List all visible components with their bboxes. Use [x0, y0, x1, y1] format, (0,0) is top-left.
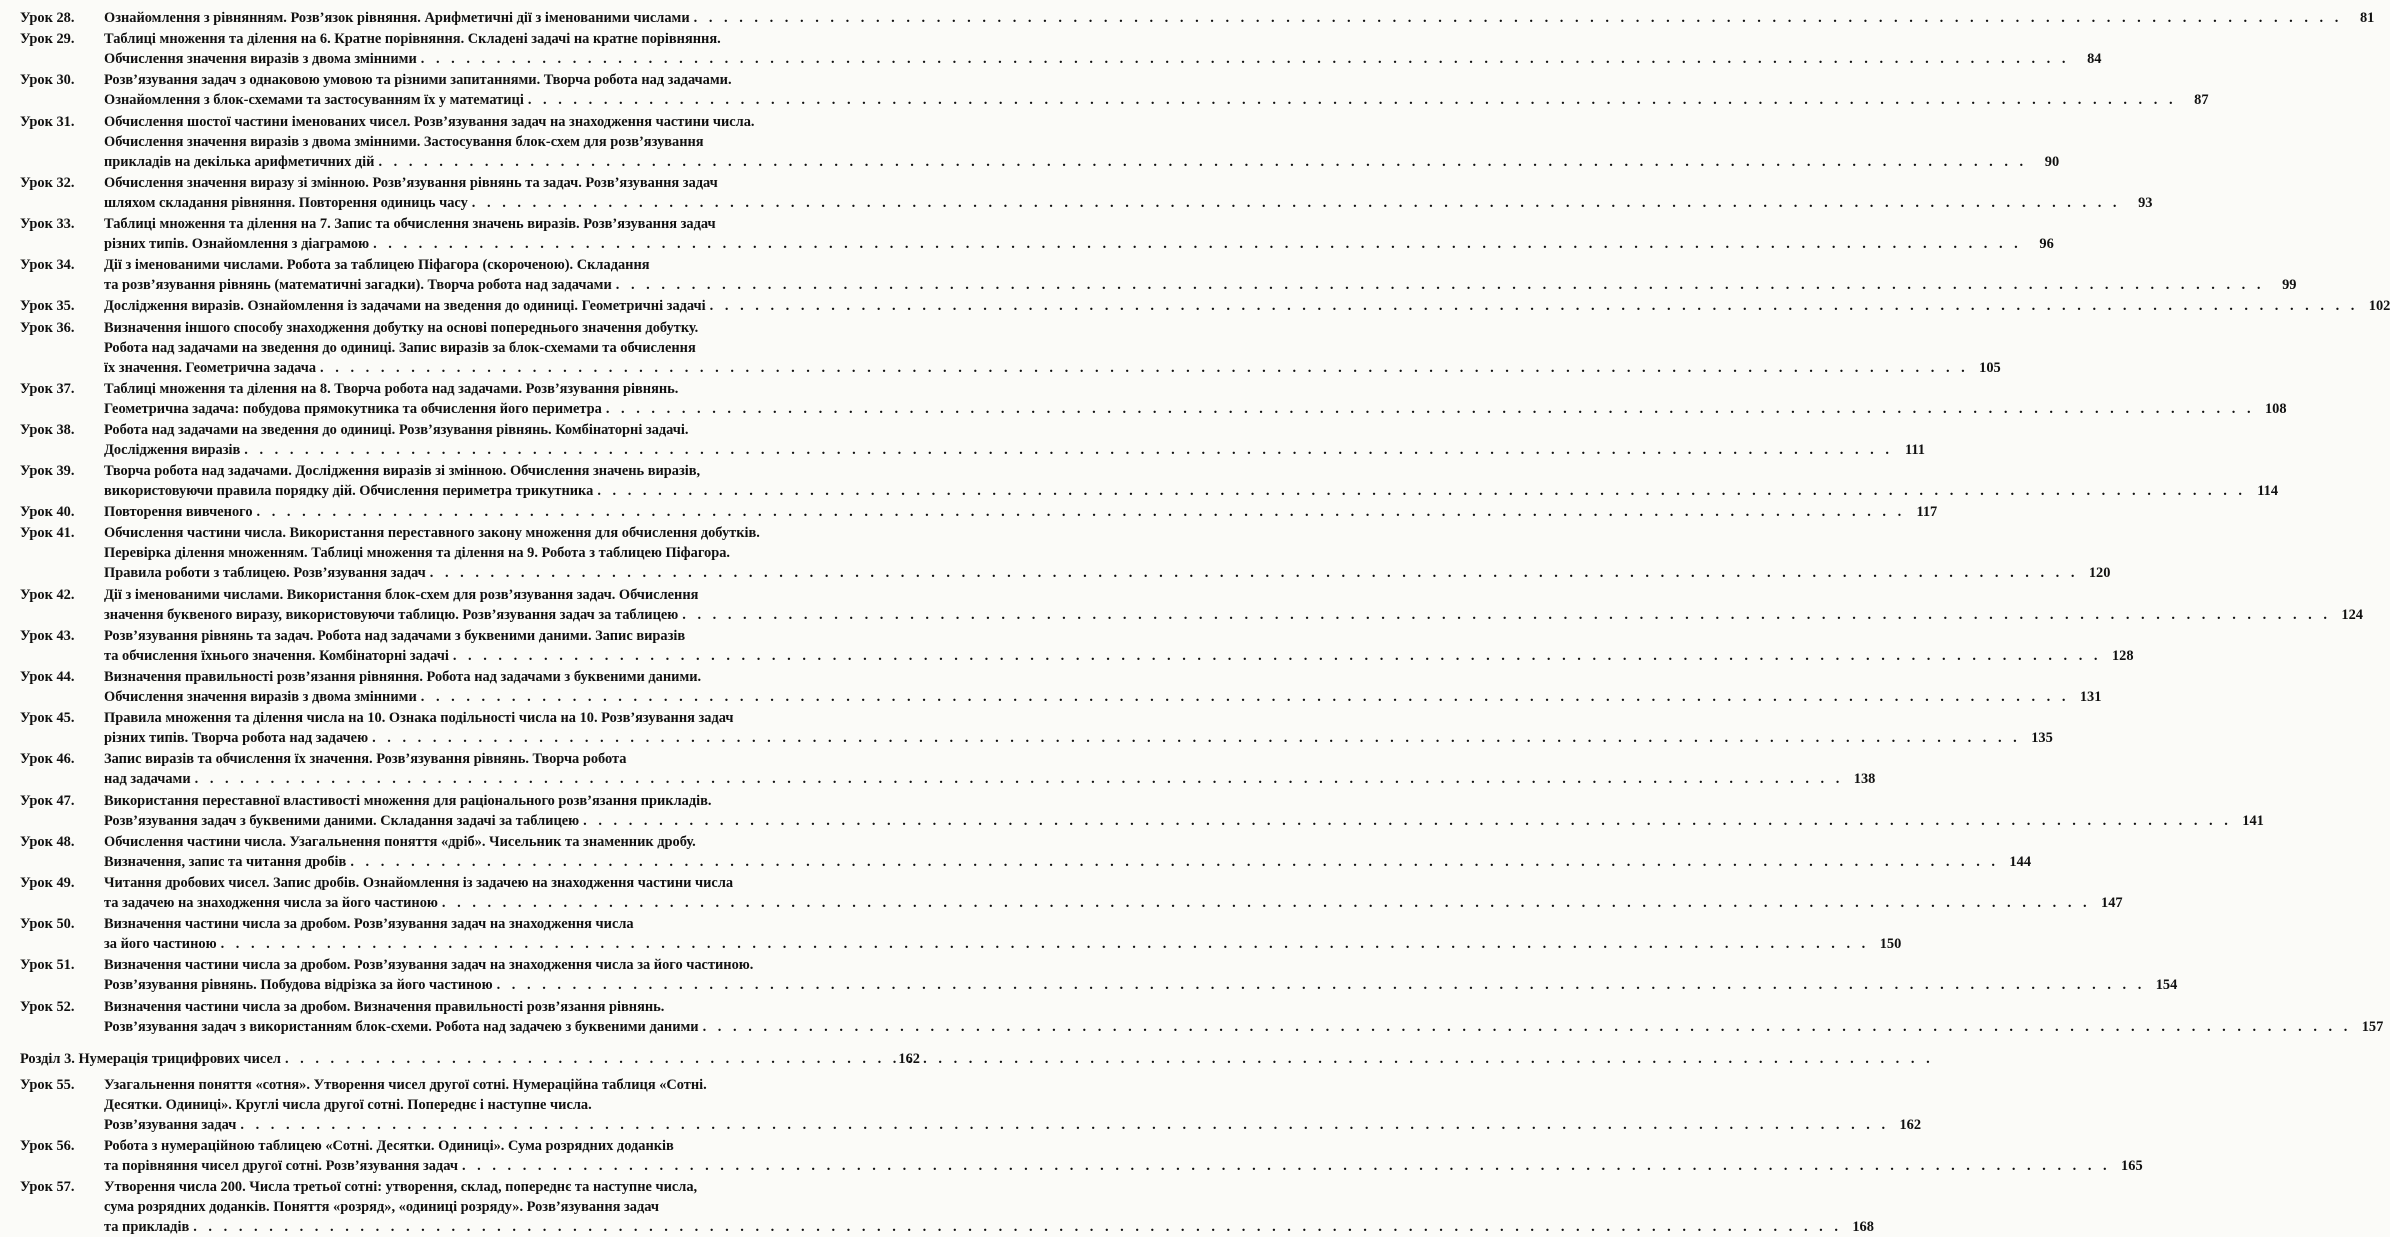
page-number: 84 [2087, 51, 2102, 68]
lesson-number: Урок 56. [20, 1137, 75, 1154]
dot-leader [257, 502, 1906, 522]
description-line: Обчислення значення виразів з двома змінними. Застосування блок-схем для розв’язування [104, 133, 704, 150]
section-line [20, 1049, 920, 1069]
toc-entry [20, 296, 2390, 316]
toc-entry [20, 585, 2363, 625]
toc-entry [20, 70, 2209, 110]
description-line: Таблиці множення та ділення на 7. Запис та обчислення значень виразів. Розв’язування задач [104, 215, 716, 232]
lesson-description [104, 667, 2101, 707]
description-line-last [104, 275, 2296, 295]
page-number: 114 [2257, 483, 2279, 500]
description-text: та обчислення їхнього значення. Комбінаторні задачі [104, 647, 449, 664]
dot-leader [497, 975, 2146, 995]
page-number: 162 [1899, 1116, 1922, 1133]
description-line: Таблиці множення та ділення на 6. Кратне порівняння. Складені задачі на кратне порівняння. [104, 31, 721, 48]
toc-entry [20, 255, 2297, 295]
description-text: за його частиною [104, 936, 217, 953]
page-number: 87 [2194, 92, 2209, 109]
toc-entry [20, 667, 2102, 707]
lesson-number: Урок 48. [20, 833, 75, 850]
toc-entry [20, 379, 2287, 419]
lesson-description [104, 379, 2287, 419]
lesson-number: Урок 43. [20, 627, 75, 644]
page-number: 135 [2031, 730, 2053, 747]
lesson-number: Урок 42. [20, 586, 75, 603]
description-line: сума розрядних доданків. Поняття «розряд», «одиниці розряду». Розв’язування задач [104, 1198, 660, 1215]
description-line: Обчислення частини числа. Узагальнення поняття «дріб». Чисельник та знаменник дробу. [104, 833, 696, 850]
toc-entry [20, 173, 2153, 213]
description-line: Правила множення та ділення числа на 10. Ознака подільності числа на 10. Розв’язування задач [104, 710, 734, 727]
description-line-last [104, 90, 2209, 110]
dot-leader [703, 1017, 2352, 1037]
description-line: Перевірка ділення множенням. Таблиці множення та ділення на 9. Робота з таблицею Піфагора. [104, 545, 730, 562]
description-line-last [104, 440, 1925, 460]
lesson-number: Урок 44. [20, 669, 75, 685]
description-line: Творча робота над задачами. Дослідження виразів зі змінною. Обчислення значень виразів, [104, 463, 701, 480]
lesson-description [104, 214, 2054, 254]
description-text: значення буквеного виразу, використовуючи таблицю. Розв’язування задач за таблицею [104, 606, 679, 623]
lesson-description [104, 1177, 1874, 1237]
description-text: їх значення. Геометрична задача [104, 359, 317, 376]
page-number: 120 [2088, 565, 2111, 582]
lesson-description [104, 296, 2390, 316]
page-number: 147 [2101, 894, 2123, 911]
lesson-description [104, 749, 1875, 789]
toc-entry [20, 1075, 1922, 1135]
dot-leader [421, 49, 2070, 69]
description-line: Дії з іменованими числами. Робота за таблицею Піфагора (скороченою). Складання [104, 257, 650, 274]
dot-leader [350, 852, 1999, 872]
toc-entry [20, 873, 2123, 913]
lesson-number: Урок 37. [20, 380, 75, 397]
toc-entry [20, 523, 2111, 583]
toc-entry [20, 1136, 2143, 1176]
dot-leader [372, 728, 2021, 748]
description-line: Обчислення частини числа. Використання переставного закону множення для обчислення добутків. [104, 525, 760, 542]
lesson-number: Урок 55. [20, 1076, 75, 1093]
page-number: 124 [2341, 606, 2363, 623]
dot-leader [442, 893, 2091, 913]
page-number: 154 [2155, 977, 2178, 994]
lesson-number: Урок 34. [20, 257, 75, 274]
dot-leader [616, 275, 2265, 295]
dot-leader [453, 646, 2102, 666]
dot-leader [694, 8, 2343, 28]
dot-leader [462, 1156, 2111, 1176]
page-number: 108 [2264, 400, 2287, 417]
dot-leader [221, 934, 1870, 954]
description-line-last [104, 687, 2101, 707]
page-number: 141 [2242, 812, 2264, 829]
lesson-number: Урок 38. [20, 421, 75, 438]
lesson-description [104, 8, 2374, 28]
lesson-description [104, 420, 1925, 460]
page-number: 128 [2111, 647, 2134, 664]
dot-leader [597, 481, 2246, 501]
page-number: 150 [1879, 936, 1902, 953]
description-text: та порівняння чисел другої сотні. Розв’язування задач [104, 1157, 458, 1174]
toc-section-heading [20, 1049, 920, 1069]
toc-entry [20, 8, 2375, 28]
description-text: Розв’язування задач з використанням блок-схеми. Робота над задачею з буквеними даними [104, 1018, 699, 1035]
description-text: Геометрична задача: побудова прямокутника та обчислення його периметра [104, 400, 602, 417]
toc-lessons-list [20, 8, 2390, 1037]
lesson-description [104, 173, 2153, 213]
description-line-last [104, 1115, 1921, 1135]
dot-leader [193, 1217, 1842, 1237]
lesson-description [104, 791, 2264, 831]
toc-entry [20, 502, 1938, 522]
description-text: Повторення вивченого [104, 504, 253, 521]
lesson-number: Урок 32. [20, 174, 75, 191]
description-line: Визначення частини числа за дробом. Розв’язування задач на знаходження числа [104, 916, 634, 933]
description-line: Визначення правильності розв’язання рівняння. Робота над задачами з буквеними даними. [104, 669, 702, 685]
lesson-number: Урок 30. [20, 72, 75, 89]
toc-entry [20, 997, 2384, 1037]
section-page: 162 [898, 1050, 920, 1067]
page-number: 81 [2359, 10, 2375, 26]
lesson-description [104, 585, 2363, 625]
lesson-number: Урок 40. [20, 504, 75, 521]
dot-leader [378, 152, 2027, 172]
dot-leader [472, 193, 2121, 213]
description-text: Розв’язування задач [104, 1116, 237, 1133]
lesson-number: Урок 46. [20, 751, 75, 768]
description-text: Дослідження виразів. Ознайомлення із задачами на зведення до одиниці. Геометричні задачі [104, 298, 706, 315]
lesson-number: Урок 35. [20, 298, 75, 315]
toc-entry [20, 420, 1925, 460]
description-line-last [104, 234, 2054, 254]
page-number: 144 [2009, 853, 2032, 870]
description-line: Визначення іншого способу знаходження добутку на основі попереднього значення добутку. [104, 319, 699, 336]
dot-leader [421, 687, 2070, 707]
description-text: та задачею на знаходження числа за його частиною [104, 894, 438, 911]
lesson-description [104, 955, 2177, 995]
description-text: використовуючи правила порядку дій. Обчислення периметра трикутника [104, 483, 594, 500]
description-line: Розв’язування задач з однаковою умовою та різними запитаннями. Творча робота над задачами. [104, 72, 732, 89]
lesson-description [104, 255, 2296, 295]
description-text: Правила роботи з таблицею. Розв’язування задач [104, 565, 426, 582]
page-number: 93 [2138, 194, 2153, 211]
description-line-last [104, 852, 2031, 872]
description-line-last [104, 605, 2363, 625]
description-line-last [104, 934, 1901, 954]
page-number: 99 [2282, 277, 2297, 294]
description-line-last [104, 49, 2101, 69]
description-text: Розв’язування рівнянь. Побудова відрізка за його частиною [104, 977, 493, 994]
toc-entry [20, 214, 2054, 254]
description-line: Обчислення значення виразу зі змінною. Розв’язування рівнянь та задач. Розв’язування задач [104, 174, 718, 191]
toc-entry [20, 29, 2102, 69]
lesson-number: Урок 28. [20, 10, 75, 26]
description-line-last [104, 646, 2134, 666]
dot-leader [240, 1115, 1889, 1135]
dot-leader [583, 811, 2232, 831]
dot-leader [285, 1049, 888, 1069]
lesson-number: Урок 50. [20, 916, 75, 933]
description-line-last [104, 769, 1875, 789]
lesson-number: Урок 41. [20, 525, 75, 542]
lesson-description [104, 873, 2123, 913]
page-number: 168 [1852, 1218, 1874, 1235]
lesson-description [104, 832, 2031, 872]
lesson-number: Урок 47. [20, 792, 75, 809]
page-number: 111 [1904, 441, 1925, 458]
toc-entry [20, 1177, 1874, 1237]
page-number: 165 [2121, 1157, 2143, 1174]
dot-leader [195, 769, 1844, 789]
page-number: 138 [1853, 771, 1876, 788]
toc-entry [20, 626, 2134, 666]
toc-entry [20, 832, 2032, 872]
page-number: 90 [2044, 153, 2060, 170]
description-text: над задачами [104, 771, 191, 788]
description-line-last [104, 893, 2123, 913]
description-line: Узагальнення поняття «сотня». Утворення чисел другої сотні. Нумераційна таблиця «Сотні. [104, 1076, 707, 1093]
lesson-description [104, 70, 2209, 110]
toc-entry [20, 791, 2264, 831]
toc-entry [20, 749, 1876, 789]
description-line-last [104, 1156, 2143, 1176]
lesson-number: Урок 29. [20, 31, 75, 48]
lesson-description [104, 29, 2101, 69]
lesson-description [104, 318, 2001, 378]
description-line: Розв’язування рівнянь та задач. Робота над задачами з буквеними даними. Запис виразів [104, 627, 686, 644]
lesson-description [104, 112, 2059, 172]
description-line-last [104, 975, 2177, 995]
description-line: Визначення частини числа за дробом. Визначення правильності розв’язання рівнянь. [104, 998, 665, 1015]
description-text: Розв’язування задач з буквеними даними. Складання задачі за таблицею [104, 812, 580, 829]
description-line: Таблиці множення та ділення на 8. Творча робота над задачами. Розв’язування рівнянь. [104, 380, 679, 397]
description-line-last [104, 358, 2001, 378]
description-text: Визначення, запис та читання дробів [104, 853, 347, 870]
description-line-last [104, 193, 2153, 213]
lesson-description [104, 523, 2110, 583]
toc-entry [20, 461, 2279, 501]
lesson-number: Урок 31. [20, 113, 75, 130]
description-line-last [104, 1017, 2383, 1037]
description-line: Робота над задачами на зведення до одиниці. Запис виразів за блок-схемами та обчислення [104, 339, 696, 356]
description-line-last [104, 481, 2278, 501]
description-line: Дії з іменованими числами. Використання блок-схем для розв’язування задач. Обчислення [104, 586, 699, 603]
description-text: Обчислення значення виразів з двома змінними [104, 689, 417, 705]
lesson-number: Урок 45. [20, 710, 75, 727]
dot-leader [320, 358, 1969, 378]
dot-leader [244, 440, 1893, 460]
description-line: Запис виразів та обчислення їх значення. Розв’язування рівнянь. Творча робота [104, 751, 627, 768]
toc-lessons-list-2 [20, 1075, 2143, 1237]
page-number: 131 [2079, 689, 2102, 705]
lesson-description [104, 1075, 1921, 1135]
lesson-description [104, 914, 1901, 954]
toc-entry [20, 955, 2178, 995]
lesson-description [104, 502, 1937, 522]
description-text: шляхом складання рівняння. Повторення одиниць часу [104, 194, 468, 211]
description-line: Утворення числа 200. Числа третьої сотні: утворення, склад, попереднє та наступне числа, [104, 1178, 698, 1195]
description-line-last [104, 502, 1937, 522]
page-number: 102 [2368, 298, 2390, 315]
toc-entry [20, 708, 2053, 748]
toc-entry [20, 914, 1902, 954]
dot-leader [528, 90, 2177, 110]
description-line-last [104, 811, 2264, 831]
page-number: 96 [2039, 235, 2054, 252]
lesson-description [104, 626, 2134, 666]
description-line-last [104, 152, 2059, 172]
page-number: 117 [1916, 504, 1938, 521]
page-number: 157 [2361, 1018, 2384, 1035]
description-line: Використання переставної властивості множення для раціонального розв’язання прикладів. [104, 792, 712, 809]
description-text: Дослідження виразів [104, 441, 241, 458]
description-text: Ознайомлення з рівнянням. Розв’язок рівняння. Арифметичні дії з іменованими числами [104, 10, 690, 26]
lesson-number: Урок 39. [20, 463, 75, 480]
lesson-description [104, 997, 2383, 1037]
description-line-last [104, 728, 2053, 748]
description-line-last [104, 563, 2110, 583]
dot-leader [682, 605, 2331, 625]
lesson-number: Урок 51. [20, 957, 75, 974]
dot-leader [606, 399, 2255, 419]
toc-entry [20, 112, 2060, 172]
description-text: різних типів. Творча робота над задачею [104, 730, 369, 747]
lesson-description [104, 461, 2278, 501]
page-number: 105 [1979, 359, 2001, 376]
description-text: Обчислення значення виразів з двома змінними [104, 51, 417, 68]
description-text: та розв’язування рівнянь (математичні загадки). Творча робота над задачами [104, 277, 612, 294]
lesson-description [104, 1136, 2143, 1176]
dot-leader [430, 563, 2079, 583]
lesson-number: Урок 33. [20, 215, 75, 232]
description-line: Обчислення шостої частини іменованих чисел. Розв’язування задач на знаходження частини числа. [104, 113, 755, 130]
description-line-last [104, 8, 2374, 28]
lesson-description [104, 708, 2053, 748]
description-line: Десятки. Одиниці». Круглі числа другої сотні. Попереднє і наступне числа. [104, 1096, 592, 1113]
description-line: Визначення частини числа за дробом. Розв’язування задач на знаходження числа за його частиною. [104, 957, 754, 974]
description-line-last [104, 399, 2287, 419]
lesson-number: Урок 36. [20, 319, 75, 336]
toc-entry [20, 318, 2001, 378]
lesson-number: Урок 49. [20, 874, 75, 891]
lesson-number: Урок 52. [20, 998, 75, 1015]
lesson-number: Урок 57. [20, 1178, 75, 1195]
description-text: та прикладів [104, 1218, 190, 1235]
description-line: Робота з нумераційною таблицею «Сотні. Десятки. Одиниці». Сума розрядних доданків [104, 1137, 674, 1154]
dot-leader [710, 296, 2359, 316]
description-line: Робота над задачами на зведення до одиниці. Розв’язування рівнянь. Комбінаторні задачі. [104, 421, 689, 438]
description-text: Ознайомлення з блок-схемами та застосуванням їх у математиці [104, 92, 524, 109]
description-line-last [104, 296, 2390, 316]
description-text: різних типів. Ознайомлення з діаграмою [104, 235, 370, 252]
description-text: прикладів на декілька арифметичних дій [104, 153, 375, 170]
section-title: Розділ 3. Нумерація трицифрових чисел [20, 1050, 281, 1067]
description-line-last [104, 1217, 1874, 1237]
dot-leader [373, 234, 2022, 254]
description-line: Читання дробових чисел. Запис дробів. Ознайомлення із задачею на знаходження частини числа [104, 874, 734, 891]
